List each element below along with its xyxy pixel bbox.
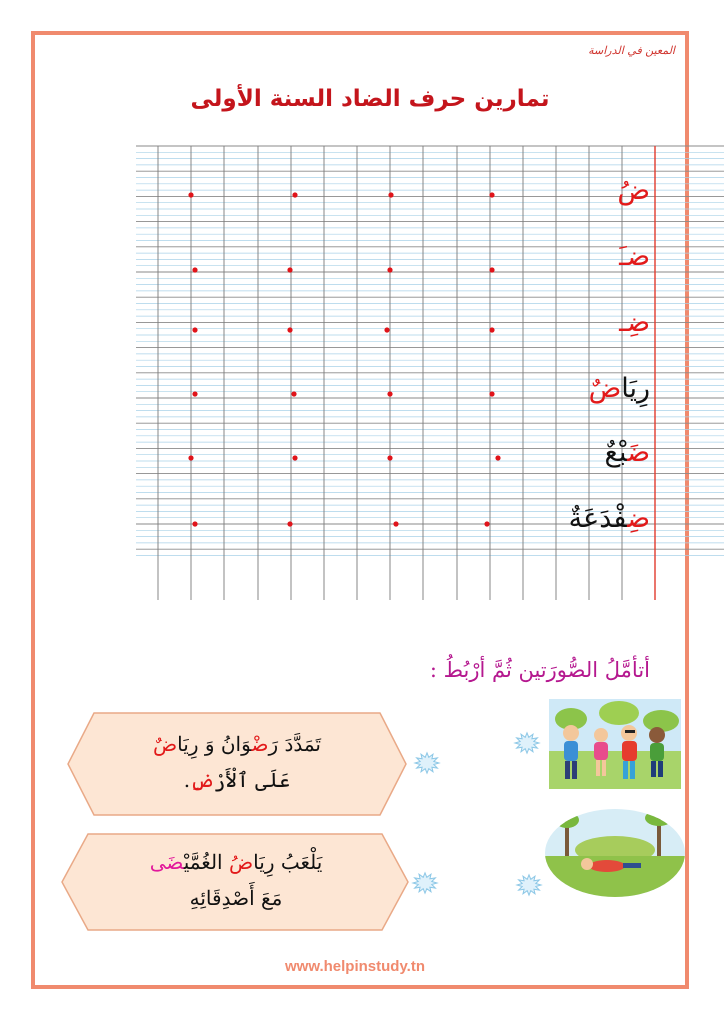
matching-instruction: أتأمَّلُ الصُّورَتين ثُمَّ أرْبُطُ : [429,658,650,682]
tracing-dot [489,192,494,197]
letter-row-1 [520,174,650,208]
sentence-1 [100,726,374,798]
tracing-dot [287,267,292,272]
sentence-2-line-1 [96,844,376,880]
starburst-right-2-icon[interactable] [409,870,441,896]
letter-row-4 [520,372,650,406]
sentence-2 [96,844,376,916]
letter-segment: رِيَا [621,373,650,404]
tracing-dot [192,267,197,272]
sentence-segment: تَمَدَّدَ رَ [268,732,321,756]
letter-row-5 [520,436,650,470]
tracing-dot [292,455,297,460]
tracing-dot [188,455,193,460]
letter-segment: ضـَ [619,241,650,272]
sentence-segment: يَلْعَبُ رِيَا [253,850,323,874]
children-playing-image[interactable] [549,699,681,789]
tracing-dot [388,192,393,197]
sentence-segment: وَانُ وَ رِيَا [177,732,252,756]
sentence-segment: عَلَى ٱلْأَرْ [213,768,291,792]
tracing-dot [287,327,292,332]
tracing-dot [489,267,494,272]
sentence-1-line-1 [100,726,374,762]
tracing-dot [192,391,197,396]
tracing-dot [387,455,392,460]
starburst-right-1-icon[interactable] [411,750,443,776]
tracing-dot [192,327,197,332]
tracing-dot [291,391,296,396]
letter-segment: فْدَعَةٌ [568,503,628,534]
tracing-dot [489,327,494,332]
starburst-left-2-icon[interactable] [513,872,545,898]
sentence-1-line-2 [100,762,374,798]
sentence-segment: مَعَ أَصْدِقَائِهِ [189,886,283,910]
sentence-segment: ضْ [251,732,269,756]
sentence-2-line-2 [96,880,376,916]
tracing-dot [188,192,193,197]
page-title: تمارين حرف الضاد السنة الأولى [190,86,550,112]
sentence-segment: ضَى [149,850,184,874]
letter-row-3 [520,306,650,340]
tracing-dot [489,391,494,396]
letter-segment: ضُ [617,175,650,206]
sentence-segment: ضِ [190,768,214,792]
brand-label: المعين في الدراسة [588,44,675,57]
letter-segment: ضِـ [619,307,650,338]
sentence-segment: الغُمَّيْ [183,850,229,874]
tracing-dot [292,192,297,197]
tracing-dot [384,327,389,332]
tracing-dot [484,521,489,526]
letter-segment: ضِ [627,503,650,534]
letter-row-6 [520,502,650,536]
tracing-dot [192,521,197,526]
letter-segment: ضَ [627,437,650,468]
sentence-segment: . [183,768,191,792]
tracing-dot [393,521,398,526]
sentence-segment: ضُ [228,850,254,874]
letter-segment: ضٌ [588,373,622,404]
footer-url[interactable]: www.helpinstudy.tn [285,958,425,975]
letter-row-2 [520,240,650,274]
tracing-dot [495,455,500,460]
sentence-segment: ضٌ [152,732,178,756]
tracing-dot [287,521,292,526]
tracing-dot [387,391,392,396]
tracing-dot [387,267,392,272]
child-lying-on-grass-image[interactable] [545,808,685,898]
letter-segment: بْعٌ [604,437,628,468]
starburst-left-1-icon[interactable] [511,730,543,756]
